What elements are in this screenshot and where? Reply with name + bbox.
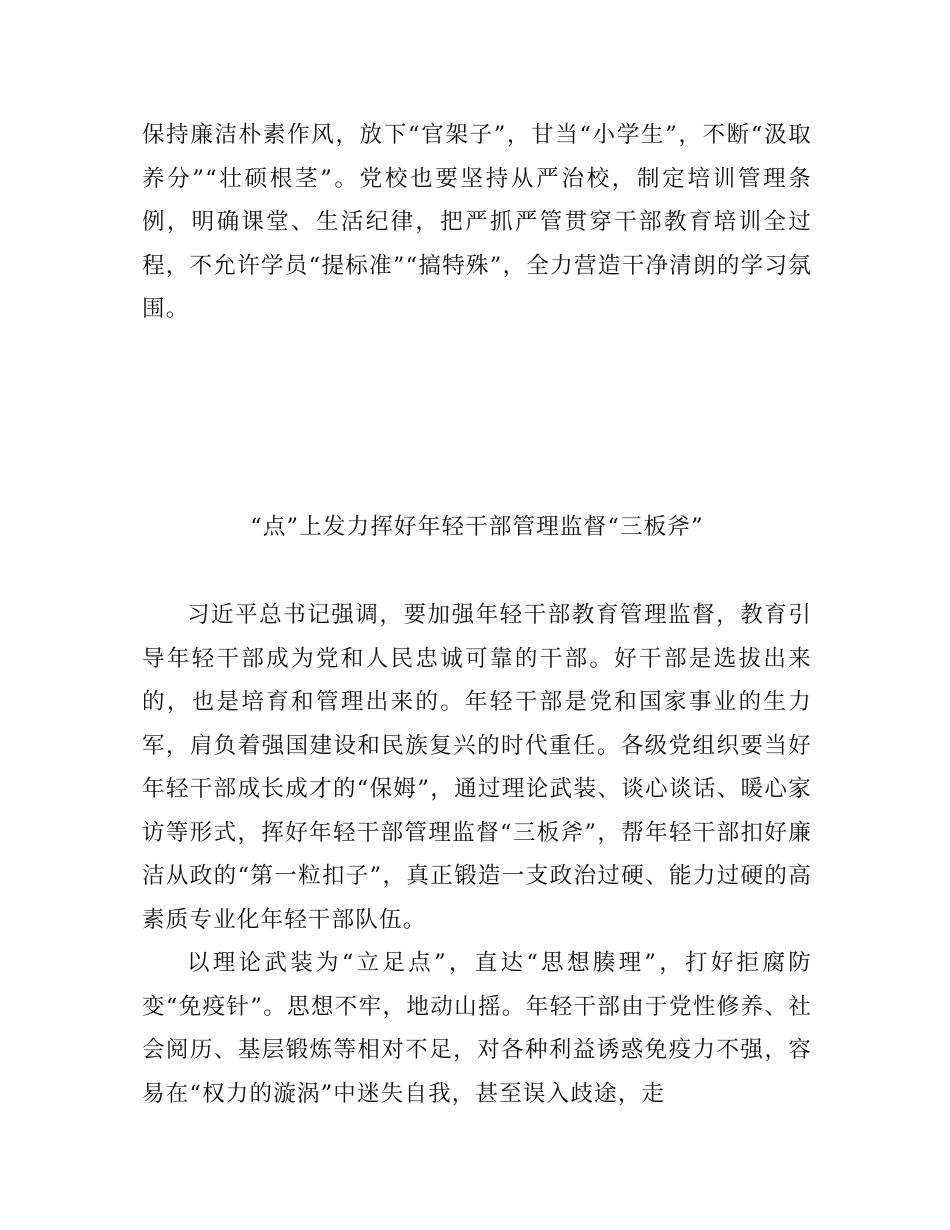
article-body bbox=[142, 594, 812, 1116]
continuation-paragraph: 保持廉洁朴素作风，放下“官架子”，甘当“小学生”，不断“汲取养分”“壮硕根茎”。党校也要坚持从严治校，制定培训管理条例，明确课堂、生活纪律，把严抓严管贯穿干部教育培训全过程，不允许学员“提标准”“搞特殊”，全力营造干净清朗的学习氛围。 bbox=[142, 122, 812, 322]
article-title: “点”上发力挥好年轻干部管理监督“三板斧” bbox=[250, 514, 704, 540]
body-paragraph-intro: 习近平总书记强调，要加强年轻干部教育管理监督，教育引导年轻干部成为党和人民忠诚可靠的干部。好干部是选拔出来的，也是培育和管理出来的。年轻干部是党和国家事业的生力军，肩负着强国建设和民族复兴的时代重任。各级党组织要当好年轻干部成长成才的“保姆”，通过理论武装、谈心谈话、暖心家访等形式，挥好年轻干部管理监督“三板斧”，帮年轻干部扣好廉洁从政的“第一粒扣子”，真正锻造一支政治过硬、能力过硬的高素质专业化年轻干部队伍。 bbox=[142, 602, 812, 933]
body-paragraph-theory: 以理论武装为“立足点”，直达“思想腠理”，打好拒腐防变“免疫针”。思想不牢，地动山摇。年轻干部由于党性修养、社会阅历、基层锻炼等相对不足，对各种利益诱惑免疫力不强，容易在“权力的漩涡”中迷失自我，甚至误入歧途，走 bbox=[142, 950, 812, 1107]
